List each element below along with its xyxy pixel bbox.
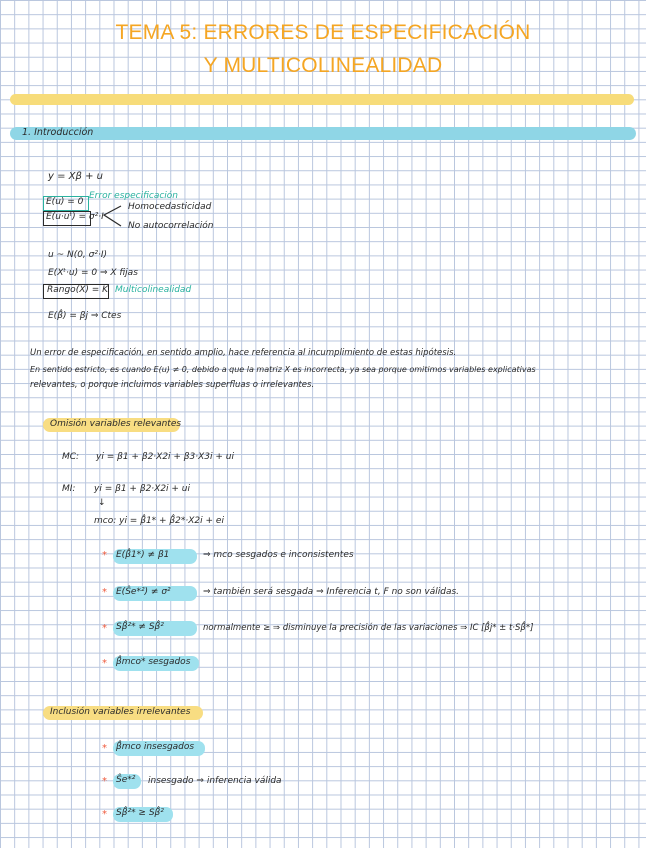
inclusion-item-3-hl: Sβ̂²* ≥ Sβ̂² — [116, 808, 164, 818]
mc-label: MC: — [62, 452, 80, 462]
mc-equation: yi = β1 + β2·X2i + β3·X3i + ui — [96, 452, 234, 462]
inclusion-heading: Inclusión variables irrelevantes — [50, 707, 191, 717]
down-arrow: ↓ — [98, 498, 106, 508]
omision-item-3-hl: Sβ̂²* ≠ Sβ̂² — [116, 622, 164, 632]
omision-item-1-hl: E(β̂1*) ≠ β1 — [116, 550, 170, 560]
mi-equation: yi = β1 + β2·X2i + ui — [94, 484, 191, 494]
paragraph-2-line2: relevantes, o porque incluimos variables superfluas o irrelevantes. — [30, 380, 315, 390]
bullet-marker: * — [102, 623, 107, 634]
section-heading-bar — [10, 127, 636, 140]
page-title-line2: Y MULTICOLINEALIDAD — [203, 54, 443, 77]
omision-item-3-text: normalmente ≥ ⇒ disminuye la precisión de las variaciones ⇒ IC [β̂j* ± t·Sβ̂*] — [203, 623, 534, 633]
normal-hypothesis: u ~ N(0, σ²·I) — [48, 250, 107, 260]
title-underline-bar — [10, 94, 634, 105]
bullet-marker: * — [102, 743, 107, 754]
eb-hypothesis: E(β̂) = βj ⇒ Ctes — [48, 311, 122, 321]
model-equation: y = Xβ + u — [48, 171, 103, 182]
bullet-marker: * — [102, 809, 107, 820]
bullet-marker: * — [102, 658, 107, 669]
inclusion-item-2-hl: Ŝe*² — [116, 775, 136, 785]
bullet-marker: * — [102, 776, 107, 787]
no-autocorrelacion-label: No autocorrelación — [128, 221, 214, 231]
euu-hypothesis: E(u·uᵗ) = σ²·I — [46, 212, 104, 222]
bullet-marker: * — [102, 550, 107, 561]
paragraph-1: Un error de especificación, en sentido amplio, hace referencia al incumplimiento de estas hipótesis. — [30, 348, 457, 358]
omision-item-2-text: ⇒ también será sesgada ⇒ Inferencia t, F no son válidas. — [203, 587, 460, 597]
mi-label: MI: — [62, 484, 76, 494]
mco-equation: mco: yi = β̂1* + β̂2*·X2i + ei — [94, 516, 224, 526]
homocedasticidad-label: Homocedasticidad — [128, 202, 212, 212]
omision-item-4-hl: β̂mco* sesgados — [116, 657, 191, 667]
inclusion-item-2-text: insesgado ⇒ inferencia válida — [148, 776, 282, 786]
eu-hypothesis: E(u) = 0 — [46, 197, 84, 207]
rango-note: Multicolinealidad — [115, 285, 192, 295]
section-heading-introduccion: 1. Introducción — [22, 127, 94, 138]
omision-item-2-hl: E(Ŝe*²) ≠ σ² — [116, 587, 171, 597]
page-title-line1: TEMA 5: ERRORES DE ESPECIFICACIÓN — [115, 21, 531, 44]
paragraph-2-line1: En sentido estricto, es cuando E(u) ≠ 0, debido a que la matriz X es incorrecta, ya sea porque omitimos variables explicativas — [30, 365, 536, 374]
omision-heading: Omisión variables relevantes — [50, 419, 182, 429]
bullet-marker: * — [102, 587, 107, 598]
exu-hypothesis: E(Xᵗ·u) = 0 ⇒ X fijas — [48, 268, 138, 278]
inclusion-item-1-hl: β̂mco insesgados — [116, 742, 195, 752]
omision-item-1-text: ⇒ mco sesgados e inconsistentes — [203, 550, 354, 560]
rango-hypothesis: Rango(X) = K — [47, 285, 109, 295]
eu-note: Error especificación — [89, 191, 179, 201]
